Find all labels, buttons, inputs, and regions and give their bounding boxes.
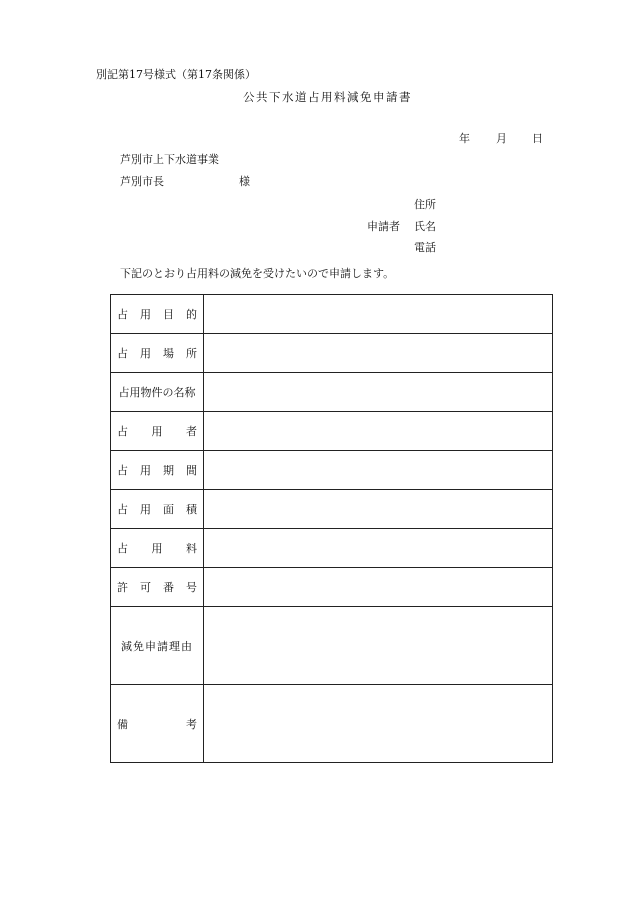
addressee-mayor: 芦別市長 — [120, 175, 164, 188]
label-char: 占 — [117, 542, 128, 555]
label-char: 料 — [186, 542, 197, 555]
applicant-role-label: 申請者 — [367, 220, 400, 233]
label-char: 可 — [140, 581, 151, 594]
label-char: 用 — [140, 464, 151, 477]
table-row — [111, 334, 553, 373]
row-label-area — [111, 490, 204, 529]
label-char: 占 — [117, 347, 128, 360]
area-field[interactable] — [204, 490, 553, 529]
label-char: 場 — [163, 347, 174, 360]
applicant-address-label: 住所 — [414, 198, 436, 211]
period-field[interactable] — [204, 451, 553, 490]
label-char: 用 — [140, 503, 151, 516]
row-label-period — [111, 451, 204, 490]
permit-number-field[interactable] — [204, 568, 553, 607]
label-char: 用 — [140, 308, 151, 321]
intro-statement: 下記のとおり占用料の減免を受けたいので申請します。 — [120, 267, 395, 280]
label-char: 者 — [186, 425, 197, 438]
application-form-table — [110, 294, 553, 763]
date-year-label: 年 — [459, 132, 470, 145]
label-text: 減免申請理由 — [121, 639, 193, 653]
label-char: 考 — [186, 717, 197, 731]
table-row — [111, 568, 553, 607]
row-label-location — [111, 334, 204, 373]
label-char: 占 — [117, 464, 128, 477]
label-char: 用 — [140, 347, 151, 360]
date-day-label: 日 — [532, 132, 543, 145]
applicant-name-label: 氏名 — [414, 220, 436, 233]
label-char: 番 — [163, 581, 174, 594]
row-label-permit-number — [111, 568, 204, 607]
form-reference: 別記第17号様式（第17条関係） — [96, 68, 256, 81]
occupant-field[interactable] — [204, 412, 553, 451]
document-title: 公共下水道占用料減免申請書 — [243, 90, 412, 104]
fee-field[interactable] — [204, 529, 553, 568]
object-name-field[interactable] — [204, 373, 553, 412]
table-row — [111, 685, 553, 763]
table-row — [111, 607, 553, 685]
row-label-reduction-reason — [111, 607, 204, 685]
remarks-field[interactable] — [204, 685, 553, 763]
row-label-fee — [111, 529, 204, 568]
label-char: 的 — [186, 308, 197, 321]
label-char: 面 — [163, 503, 174, 516]
row-label-occupant — [111, 412, 204, 451]
label-char: 間 — [186, 464, 197, 477]
reduction-reason-field[interactable] — [204, 607, 553, 685]
label-text: 占用物件の名称 — [118, 386, 196, 399]
applicant-phone-label: 電話 — [414, 241, 436, 254]
label-char: 占 — [117, 308, 128, 321]
date-month-label: 月 — [496, 132, 507, 145]
label-char: 占 — [117, 503, 128, 516]
label-char: 号 — [186, 581, 197, 594]
row-label-purpose — [111, 295, 204, 334]
label-char: 備 — [117, 717, 128, 731]
table-row — [111, 412, 553, 451]
table-row — [111, 373, 553, 412]
table-row — [111, 451, 553, 490]
table-row — [111, 529, 553, 568]
label-char: 用 — [151, 425, 163, 438]
table-row — [111, 490, 553, 529]
addressee-honorific: 様 — [239, 175, 250, 188]
addressee-organization: 芦別市上下水道事業 — [120, 153, 219, 166]
label-char: 目 — [163, 308, 174, 321]
label-char: 占 — [117, 425, 128, 438]
label-char: 積 — [186, 503, 197, 516]
row-label-remarks — [111, 685, 204, 763]
label-char: 所 — [186, 347, 197, 360]
purpose-field[interactable] — [204, 295, 553, 334]
table-row — [111, 295, 553, 334]
label-char: 期 — [163, 464, 174, 477]
label-char: 許 — [117, 581, 128, 594]
location-field[interactable] — [204, 334, 553, 373]
label-char: 用 — [151, 542, 163, 555]
row-label-object-name — [111, 373, 204, 412]
